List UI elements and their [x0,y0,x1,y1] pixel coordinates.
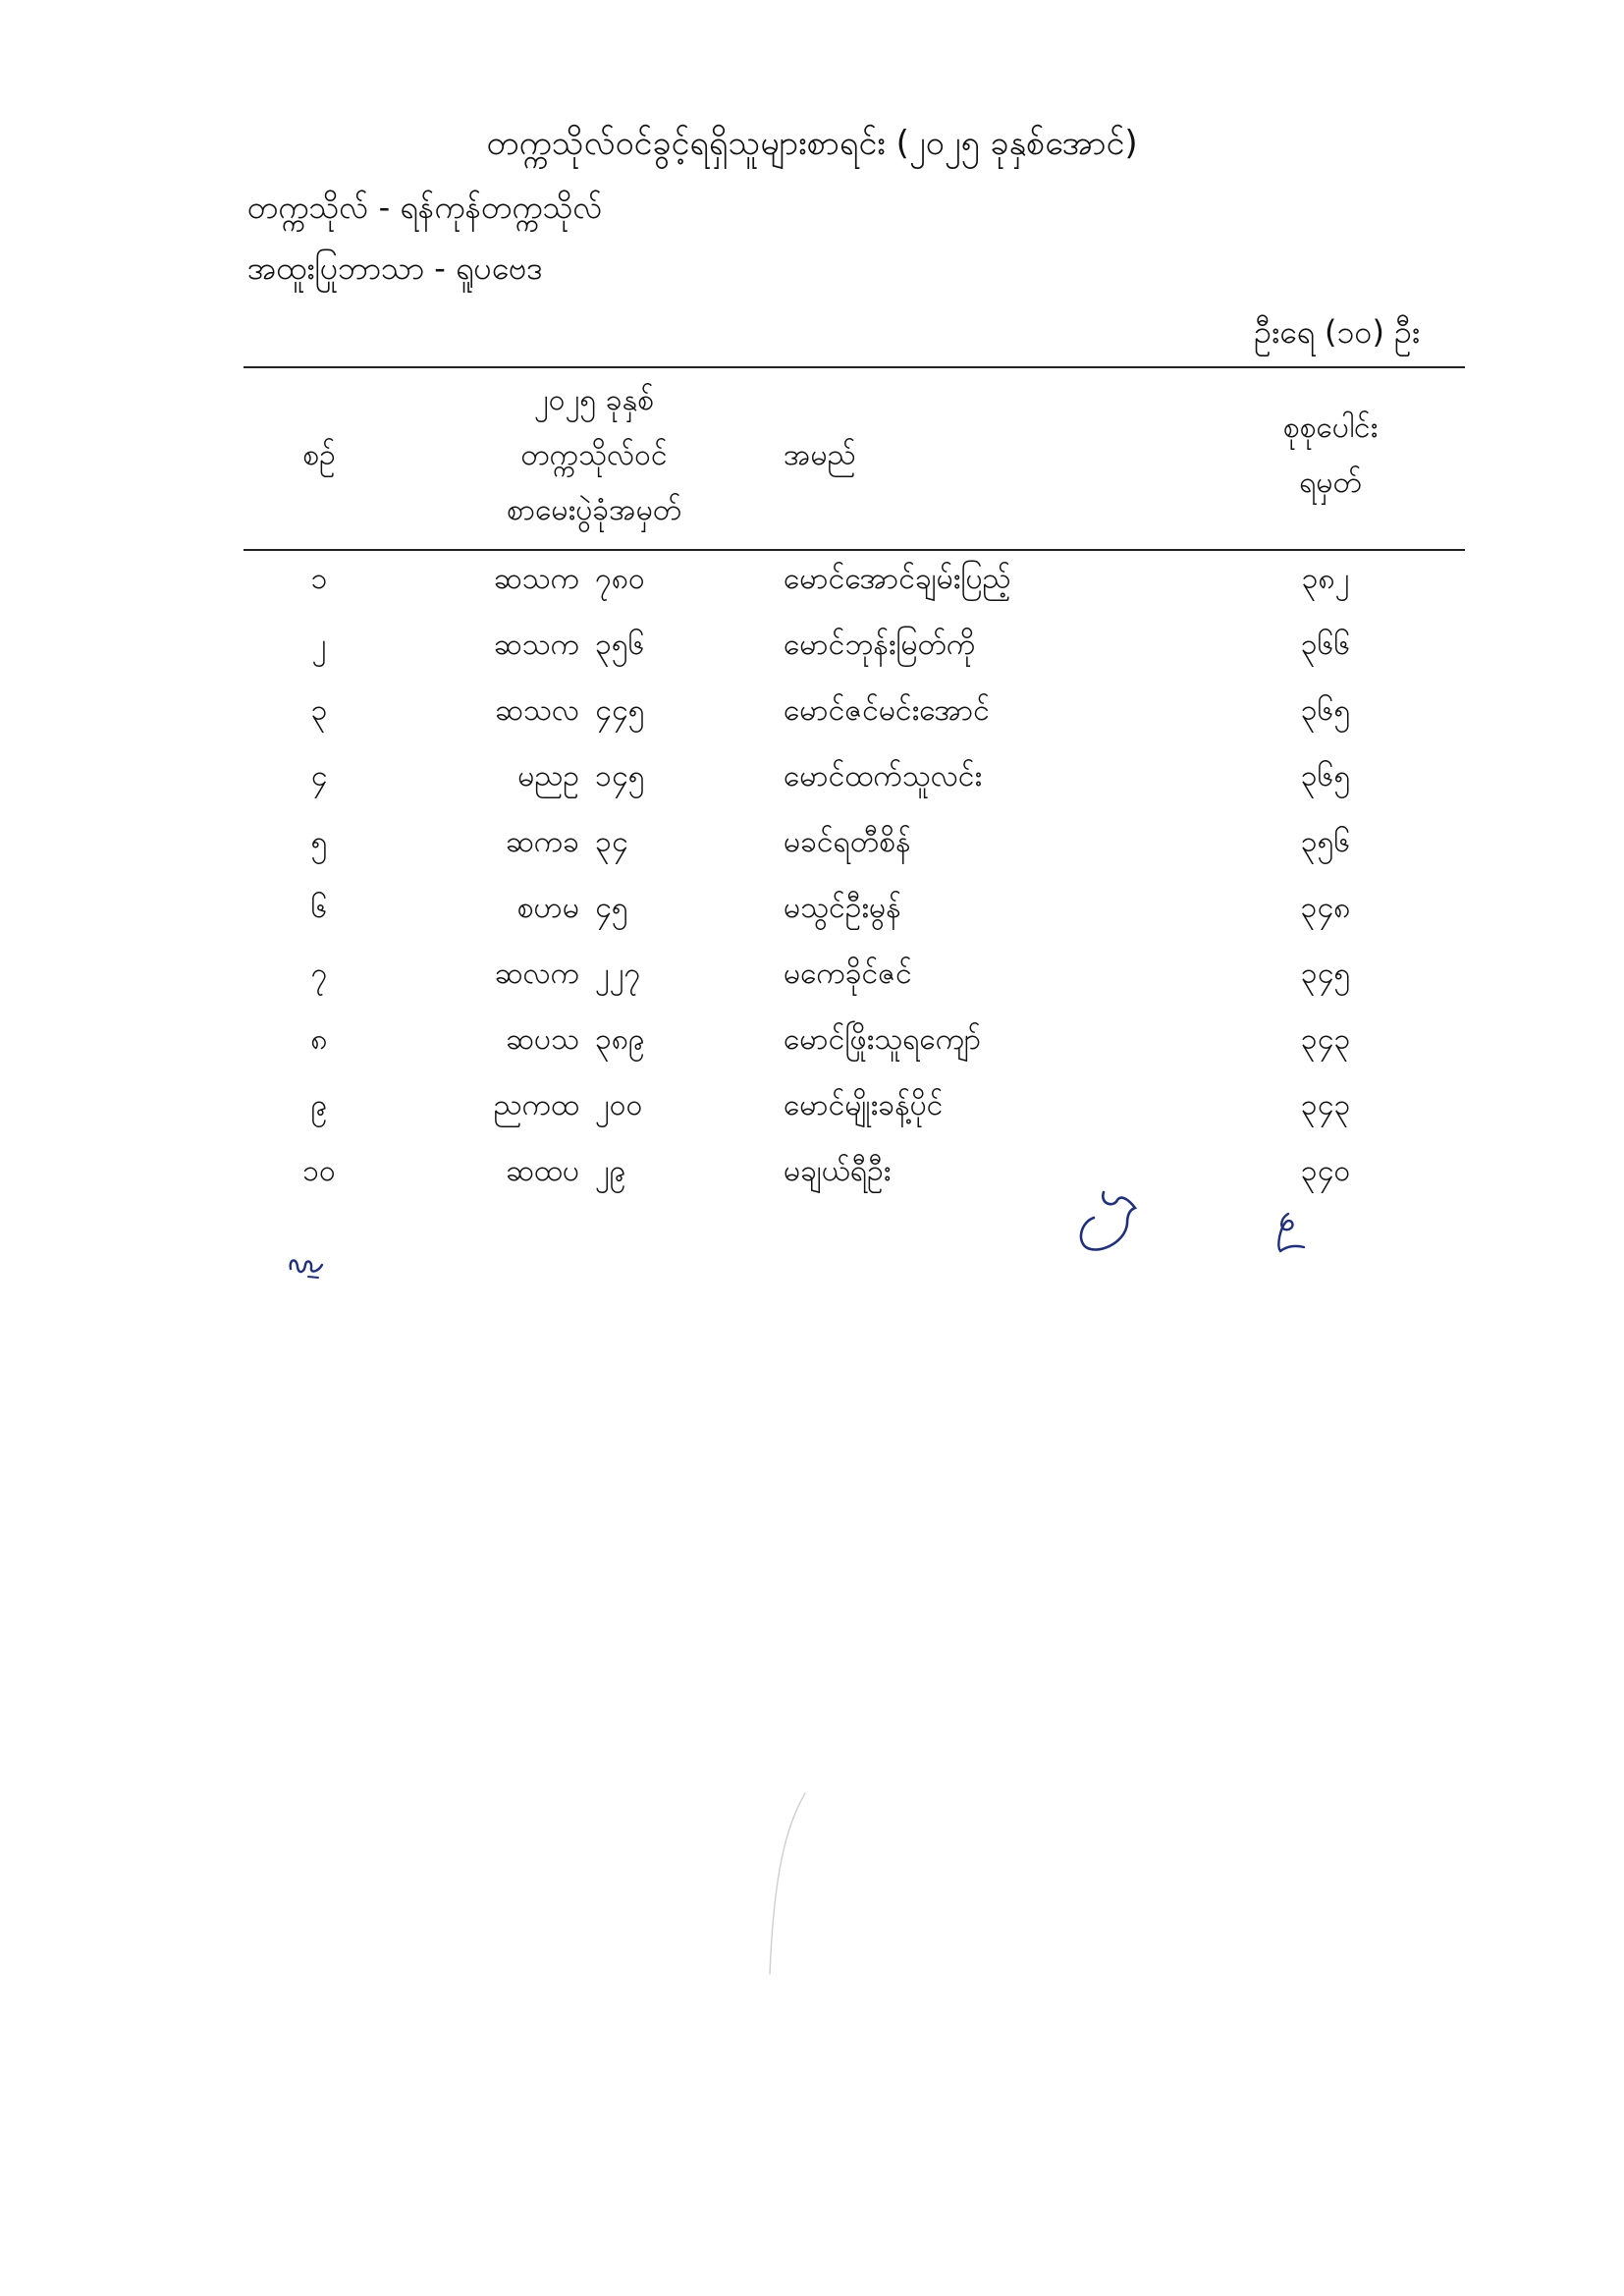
row-total: ၃၄၈ [1300,891,1351,925]
row-total: ၃၄၃ [1300,1088,1351,1122]
header-roll-line-3: စာမေးပွဲခုံအမှတ် [506,493,682,527]
header-roll-line-2: တက္ကသိုလ်ဝင် [520,438,668,472]
table-row [0,620,1624,685]
header-total-line-1: စုစုပေါင်း [1282,410,1379,445]
row-roll-code: ဆသက [493,628,579,662]
table-row [0,1014,1624,1080]
row-roll-number: ၃၈၉ [595,1022,645,1057]
row-serial: ၈ [310,1022,328,1057]
faint-pencil-mark [756,1787,815,1984]
table-body [0,554,1624,1212]
row-roll-number: ၂၉ [595,1154,626,1188]
table-row [0,554,1624,620]
row-name: မောင်အောင်ချမ်းပြည့် [784,562,1011,596]
table-row [0,883,1624,949]
row-roll-number: ၃၄ [595,825,628,859]
row-name: မခင်ရတီစိန် [784,825,911,859]
row-name: မောင်ထက်သူလင်း [784,759,983,793]
row-roll-code: ညကထ [493,1088,579,1122]
row-roll-code: ဆပသ [505,1022,579,1057]
subject-line: အထူးပြုဘာသာ - ရူပဗေဒ [247,249,543,287]
row-serial: ၁၀ [302,1154,336,1188]
university-line: တက္ကသိုလ် - ရန်ကုန်တက္ကသိုလ် [247,189,603,226]
row-serial: ၄ [310,759,328,793]
row-total: ၃၆၆ [1300,628,1351,662]
table-top-rule [244,366,1465,368]
row-roll-number: ၁၄၅ [595,759,645,793]
table-row [0,685,1624,751]
row-roll-number: ၄၅ [595,891,628,925]
row-name: မသွင်ဦးမွန် [784,891,901,925]
row-name: မောင်ဇင်မင်းအောင် [784,693,990,728]
row-roll-number: ၂၀၀ [595,1088,643,1122]
header-roll-number [412,373,776,538]
initial-signature [1267,1206,1316,1265]
row-roll-number: ၃၅၆ [595,628,645,662]
loop-signature [1070,1178,1159,1267]
row-name: မကေခိုင်ဇင် [784,957,912,991]
row-name: မချယ်ရီဦး [784,1154,892,1188]
header-total-line-2: ရမှတ် [1299,465,1362,500]
row-roll-number: ၂၂၇ [595,957,641,991]
table-row [0,949,1624,1014]
header-name: အမည် [784,438,856,472]
row-serial: ၆ [310,891,328,925]
row-serial: ၇ [310,957,328,991]
row-total: ၃၅၆ [1300,825,1351,859]
row-serial: ၉ [310,1088,328,1122]
row-total: ၃၈၂ [1301,562,1350,596]
row-roll-code: မညဥ [517,759,579,793]
table-row [0,1080,1624,1146]
header-serial: စဉ် [302,438,336,472]
row-serial: ၃ [310,693,328,728]
row-roll-code: ဆထပ [505,1154,579,1188]
row-name: မောင်ဘုန်းမြတ်ကို [784,628,976,662]
table-row [0,817,1624,883]
row-serial: ၅ [310,825,328,859]
row-roll-code: စဟမ [516,891,579,925]
table-header-rule [244,549,1465,551]
table-row [0,751,1624,817]
row-serial: ၁ [310,562,328,596]
row-total: ၃၆၅ [1300,759,1351,793]
row-name: မောင်မျိုးခန့်ပိုင် [784,1088,944,1122]
table-row [0,1146,1624,1212]
row-total: ၃၄၀ [1300,1154,1351,1188]
document-title: တက္ကသိုလ်ဝင်ခွင့်ရရှိသူများစာရင်း (၂၀၂၅ ခုနှစ်အောင်) [486,124,1138,163]
student-count: ဦးရေ (၁၀) ဦး [1254,313,1420,351]
row-name: မောင်ဖြိုးသူရကျော် [784,1022,982,1057]
row-total: ၃၆၅ [1300,693,1351,728]
row-roll-code: ဆလက [494,957,579,991]
row-total: ၃၄၃ [1300,1022,1351,1057]
row-roll-code: ဆသလ [494,693,579,728]
row-roll-code: ဆသက [493,562,579,596]
header-roll-line-1: ၂၀၂၅ ခုနှစ် [533,383,654,417]
row-roll-number: ၇၈၀ [595,562,645,596]
header-total-marks [1218,401,1443,511]
row-roll-code: ဆကခ [505,825,579,859]
row-roll-number: ၄၄၅ [595,693,645,728]
row-serial: ၂ [311,628,327,662]
row-total: ၃၄၅ [1300,957,1351,991]
initials-signature [285,1245,334,1285]
